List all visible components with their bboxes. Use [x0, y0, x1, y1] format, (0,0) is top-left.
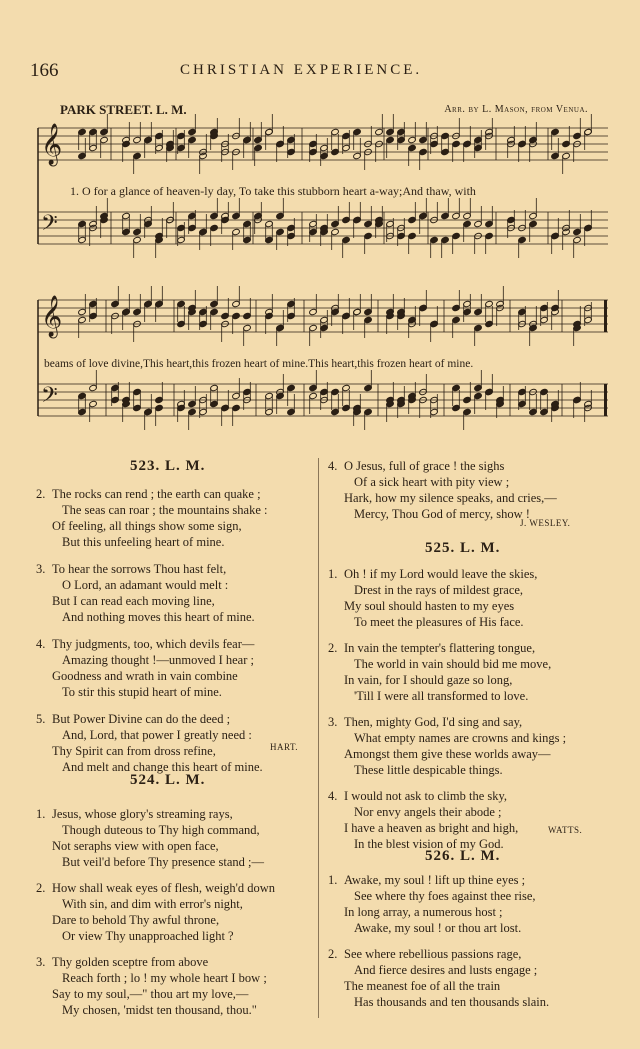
verse-line: Amongst them give these worlds away—: [344, 747, 551, 761]
tune-name: PARK STREET. L. M.: [60, 102, 187, 117]
verse-line: But Power Divine can do the deed ;: [52, 712, 231, 726]
hymn-526-number: 526. L. M.: [425, 848, 501, 864]
page-number: 166: [30, 60, 59, 81]
stanza-text: [52, 711, 263, 775]
verse-line: Thy golden sceptre from above: [52, 955, 209, 969]
stanza-number: 2.: [36, 487, 46, 501]
verse-line: Oh ! if my Lord would leave the skies,: [344, 567, 538, 581]
verse-line: Amazing thought !—unmoved I hear ;: [62, 653, 254, 667]
verse-line: Dare to behold Thy awful throne,: [52, 913, 220, 927]
verse-line: But this unfeeling heart of mine.: [62, 535, 225, 549]
verse-line: Awake, my soul ! lift up thine eyes ;: [344, 873, 526, 887]
verse-line: See where rebellious passions rage,: [344, 947, 522, 961]
verse-line: My chosen, 'midst ten thousand, thou.": [62, 1003, 257, 1017]
music-notation: [0, 0, 640, 450]
stanza-number: 5.: [36, 712, 46, 726]
verse-line: Has thousands and ten thousands slain.: [354, 995, 550, 1009]
treble-clef: 𝄞: [41, 296, 63, 337]
stanza: [328, 458, 618, 522]
verse-line: Jesus, whose glory's streaming rays,: [52, 807, 233, 821]
verse-line: How shall weak eyes of flesh, weigh'd down: [52, 881, 276, 895]
hymn-525-number: 525. L. M.: [425, 540, 501, 556]
stanza-text: [344, 872, 536, 936]
verse-line: With sin, and dim with error's night,: [62, 897, 243, 911]
stanza: [36, 561, 314, 625]
stanza: [328, 872, 618, 936]
stanza-text: [52, 636, 254, 700]
verse-line: Or view Thy unapproached light ?: [62, 929, 234, 943]
verse-line: To meet the pleasures of His face.: [354, 615, 524, 629]
verse-line: What empty names are crowns and kings ;: [354, 731, 567, 745]
stanza-text: [344, 458, 557, 522]
stanza: [328, 788, 618, 852]
stanza: [36, 880, 314, 944]
stanza-text: [52, 880, 275, 944]
verse-line: And, Lord, that power I greatly need :: [62, 728, 252, 742]
verse-line: The seas can roar ; the mountains shake :: [62, 503, 268, 517]
stanza: [36, 486, 314, 550]
stanza-text: [344, 640, 551, 704]
verse-line: Of feeling, all things show some sign,: [52, 519, 242, 533]
verse-line: Say to my soul,—" thou art my love,—: [52, 987, 249, 1001]
running-title: CHRISTIAN EXPERIENCE.: [180, 62, 423, 78]
verse-line: To hear the sorrows Thou hast felt,: [52, 562, 227, 576]
stanza: [36, 954, 314, 1018]
stanza-number: 4.: [36, 637, 46, 651]
verse-line: Not seraphs view with open face,: [52, 839, 219, 853]
stanza-number: 4.: [328, 459, 338, 473]
verse-line: 'Till I were all transformed to love.: [354, 689, 529, 703]
stanza-number: 1.: [328, 567, 338, 581]
stanza-text: [52, 486, 268, 550]
tune-arranger: Arr. by L. Mason, from Venua.: [444, 104, 588, 115]
stanza: [36, 636, 314, 700]
stanza: [36, 806, 314, 870]
hymn-523-author: HART.: [270, 742, 299, 752]
final-bar: [604, 384, 607, 416]
verse-line: Thy judgments, too, which devils fear—: [52, 637, 255, 651]
stanza: [328, 640, 618, 704]
verse-line: To stir this stupid heart of mine.: [62, 685, 222, 699]
verse-line: Goodness and wrath in vain combine: [52, 669, 238, 683]
verse-line: And melt and change this heart of mine.: [62, 760, 263, 774]
verse-line: I have a heaven as bright and high,: [344, 821, 519, 835]
bass-clef: 𝄢: [41, 211, 58, 241]
verse-line: The rocks can rend ; the earth can quake ;: [52, 487, 261, 501]
stanza-number: 3.: [328, 715, 338, 729]
stanza-number: 2.: [36, 881, 46, 895]
verse-line: Of a sick heart with pity view ;: [354, 475, 510, 489]
lyric-line-2: beams of love divine,This heart,this frozen heart of mine.This heart,this frozen heart of mine.: [44, 358, 474, 370]
verse-line: Drest in the rays of mildest grace,: [354, 583, 524, 597]
verse-line: My soul should hasten to my eyes: [344, 599, 515, 613]
column-divider: [318, 458, 319, 1018]
stanza-text: [344, 946, 549, 1010]
stanza: [328, 946, 618, 1010]
lyric-line-1: 1. O for a glance of heaven-ly day, To take this stubborn heart a-way;And thaw, with: [70, 184, 476, 198]
verse-line: O Jesus, full of grace ! the sighs: [344, 459, 505, 473]
stanza-number: 3.: [36, 562, 46, 576]
verse-line: Awake, my soul ! or thou art lost.: [354, 921, 522, 935]
verse-line: O Lord, an adamant would melt :: [62, 578, 229, 592]
verse-line: I would not ask to climb the sky,: [344, 789, 508, 803]
stanza-number: 2.: [328, 641, 338, 655]
verse-line: In vain, for I should gaze so long,: [344, 673, 513, 687]
stanza: [328, 714, 618, 778]
verse-line: These little despicable things.: [354, 763, 503, 777]
stanza-text: [52, 806, 264, 870]
verse-line: See where thy foes against thee rise,: [354, 889, 536, 903]
stanza-number: 1.: [36, 807, 46, 821]
verse-line: Though duteous to Thy high command,: [62, 823, 260, 837]
verse-line: Hark, how my silence speaks, and cries,—: [344, 491, 557, 505]
verse-line: The world in vain should bid me move,: [354, 657, 552, 671]
stanza-text: [52, 561, 255, 625]
hymn-524-number: 524. L. M.: [130, 772, 206, 788]
hymn-523-number: 523. L. M.: [130, 458, 206, 474]
stanza-text: [344, 566, 537, 630]
stanza-number: 4.: [328, 789, 338, 803]
stanza-text: [344, 714, 566, 778]
verse-line: The meanest foe of all the train: [344, 979, 501, 993]
treble-clef: 𝄞: [41, 124, 63, 165]
verse-line: In long array, a numerous host ;: [344, 905, 503, 919]
verse-line: In vain the tempter's flattering tongue,: [344, 641, 536, 655]
stanza-number: 2.: [328, 947, 338, 961]
verse-line: Mercy, Thou God of mercy, show !: [354, 507, 530, 521]
bass-clef: 𝄢: [41, 383, 58, 413]
verse-line: But I can read each moving line,: [52, 594, 215, 608]
stanza-text: [344, 788, 518, 852]
hymn-524-author: J. WESLEY.: [520, 518, 571, 528]
hymn-525-author: WATTS.: [548, 825, 583, 835]
stanza-number: 3.: [36, 955, 46, 969]
verse-line: Then, mighty God, I'd sing and say,: [344, 715, 523, 729]
stanza-number: 1.: [328, 873, 338, 887]
verse-line: Nor envy angels their abode ;: [354, 805, 502, 819]
final-bar: [604, 300, 607, 332]
verse-line: Reach forth ; lo ! my whole heart I bow ;: [62, 971, 267, 985]
stanza-text: [52, 954, 267, 1018]
stanza: [328, 566, 618, 630]
verse-line: Thy Spirit can from dross refine,: [52, 744, 216, 758]
verse-line: And fierce desires and lusts engage ;: [354, 963, 538, 977]
verse-line: In the blest vision of my God.: [354, 837, 504, 851]
verse-line: But veil'd before Thy presence stand ;—: [62, 855, 264, 869]
verse-line: And nothing moves this heart of mine.: [62, 610, 255, 624]
